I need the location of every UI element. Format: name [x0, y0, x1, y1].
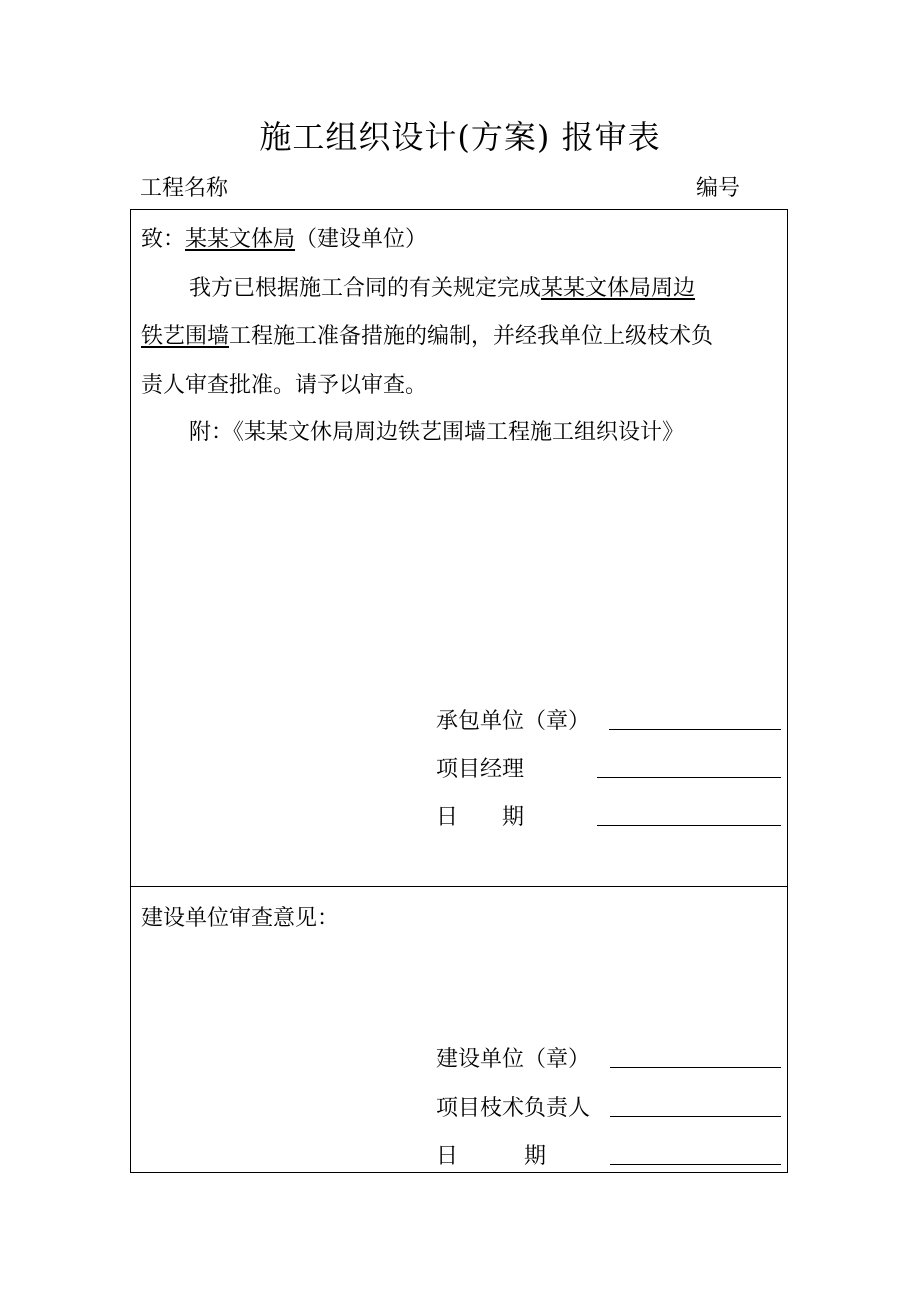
addressee-name: 某某文体局 — [185, 227, 296, 252]
owner-seal-blank[interactable] — [610, 1067, 781, 1068]
contractor-seal-blank[interactable] — [609, 729, 781, 730]
project-manager-blank[interactable] — [597, 777, 781, 778]
addressee-suffix: （建设单位） — [295, 227, 428, 252]
form-title: 施工组织设计(方案) 报审表 — [259, 118, 661, 156]
date-label-2: 日 期 — [436, 1144, 547, 1169]
project-manager-label: 项目经理 — [436, 757, 525, 782]
review-opinion-heading: 建设单位审查意见： — [141, 906, 340, 931]
technical-lead-label: 项目枝术负责人 — [436, 1096, 591, 1121]
body-text: 我方已根据施工合同的有关规定完成 — [189, 276, 542, 301]
body-line-2 — [141, 319, 713, 350]
owner-seal-label: 建设单位（章） — [436, 1047, 591, 1072]
contractor-seal-label: 承包单位（章） — [436, 709, 591, 734]
number-label: 编号 — [696, 176, 741, 201]
date-blank-2[interactable] — [610, 1164, 781, 1165]
addressee-prefix: 致： — [141, 227, 186, 252]
technical-lead-blank[interactable] — [610, 1116, 781, 1117]
attachment-line: 附：《某某文休局周边铁艺围墙工程施工组织设计》 — [189, 420, 685, 445]
date-label-1: 日 期 — [436, 805, 525, 830]
addressee-line — [141, 222, 427, 253]
date-blank-1[interactable] — [597, 825, 781, 826]
body-line-1 — [189, 271, 695, 302]
body-line-3: 责人审查批准。请予以审查。 — [141, 373, 428, 398]
body-text: 工程施工准备措施的编制，并经我单位上级枝术负 — [229, 324, 714, 349]
section-divider — [131, 886, 787, 887]
project-name-label: 工程名称 — [140, 176, 229, 201]
project-name-part2: 铁艺围墙 — [141, 324, 230, 349]
project-name-part1: 某某文体局周边 — [541, 276, 696, 301]
form-table — [130, 209, 788, 1173]
